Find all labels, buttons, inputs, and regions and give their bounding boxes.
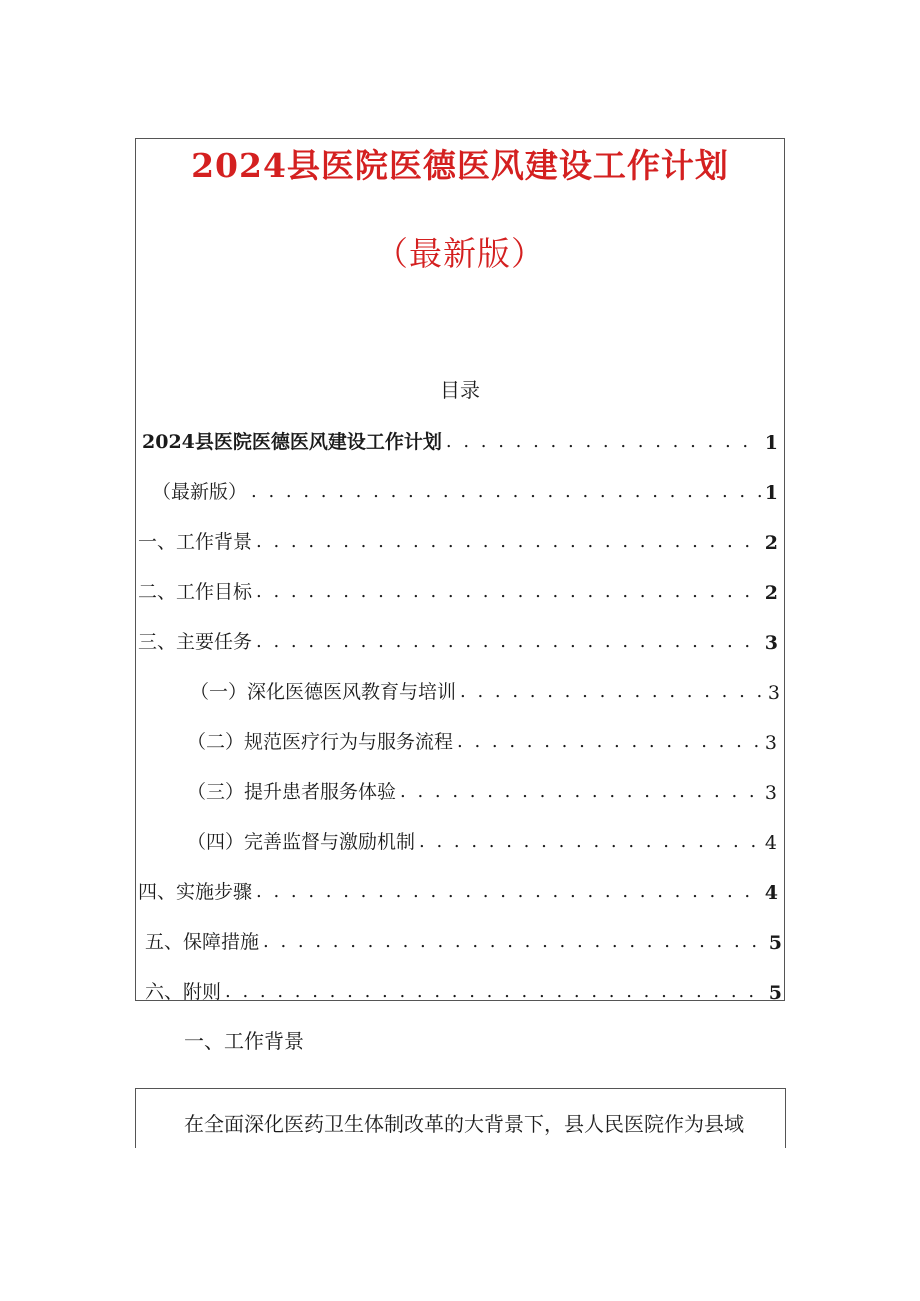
toc-leader: [251, 482, 761, 504]
toc-entry-page: 1: [764, 432, 778, 454]
toc-leader: [256, 582, 761, 604]
toc-entry-label: 二、工作目标: [138, 581, 253, 603]
toc-entry-label: 一、工作背景: [138, 531, 253, 553]
toc-entry[interactable]: [138, 524, 778, 554]
toc-entry-page: 3: [767, 682, 780, 704]
toc-entry-label: 2024县医院医德医风建设工作计划: [142, 431, 442, 453]
section-heading: 一、工作背景: [184, 1029, 304, 1053]
toc-entry-page: 3: [764, 732, 777, 754]
toc-leader: [446, 432, 761, 454]
toc-entry[interactable]: [187, 824, 777, 854]
toc-entry-page: 5: [768, 982, 782, 1004]
toc-entry[interactable]: [152, 474, 778, 504]
toc-leader: [256, 882, 761, 904]
toc-entry-label: （三）提升患者服务体验: [187, 781, 397, 803]
toc-entry-page: 1: [764, 482, 778, 504]
toc-entry-label: （最新版）: [152, 481, 248, 503]
toc-entry-page: 5: [768, 932, 782, 954]
toc-leader: [457, 732, 761, 754]
document-subtitle: （最新版）: [375, 234, 545, 273]
toc-entry[interactable]: [142, 424, 778, 454]
toc-leader: [225, 982, 765, 1004]
toc-leader: [256, 532, 761, 554]
toc-leader: [400, 782, 761, 804]
toc-leader: [263, 932, 765, 954]
toc-entry-label: （二）规范医疗行为与服务流程: [187, 731, 454, 753]
toc-entry-page: 4: [764, 882, 778, 904]
toc-entry[interactable]: [187, 774, 777, 804]
toc-entry[interactable]: [145, 974, 782, 1004]
toc-heading: 目录: [440, 378, 480, 402]
toc-entry[interactable]: [187, 724, 777, 754]
toc-entry-page: 2: [764, 532, 778, 554]
toc-leader: [460, 682, 764, 704]
toc-entry-label: 三、主要任务: [138, 631, 253, 653]
toc-entry-label: 六、附则: [145, 981, 222, 1003]
document-title: 2024县医院医德医风建设工作计划: [191, 146, 729, 185]
toc-entry-label: （四）完善监督与激励机制: [187, 831, 416, 853]
toc-leader: [419, 832, 761, 854]
toc-entry-page: 2: [764, 582, 778, 604]
body-paragraph: 在全面深化医药卫生体制改革的大背景下，县人民医院作为县域: [184, 1112, 744, 1136]
toc-leader: [256, 632, 761, 654]
toc-entry-page: 3: [764, 632, 778, 654]
toc-entry-page: 3: [764, 782, 777, 804]
toc-entry[interactable]: [138, 874, 778, 904]
toc-entry-label: 四、实施步骤: [138, 881, 253, 903]
toc-entry[interactable]: [145, 924, 782, 954]
toc-entry-page: 4: [764, 832, 777, 854]
toc-entry[interactable]: [138, 624, 778, 654]
toc-entry[interactable]: [190, 674, 780, 704]
toc-entry-label: （一）深化医德医风教育与培训: [190, 681, 457, 703]
toc-entry[interactable]: [138, 574, 778, 604]
toc-entry-label: 五、保障措施: [145, 931, 260, 953]
